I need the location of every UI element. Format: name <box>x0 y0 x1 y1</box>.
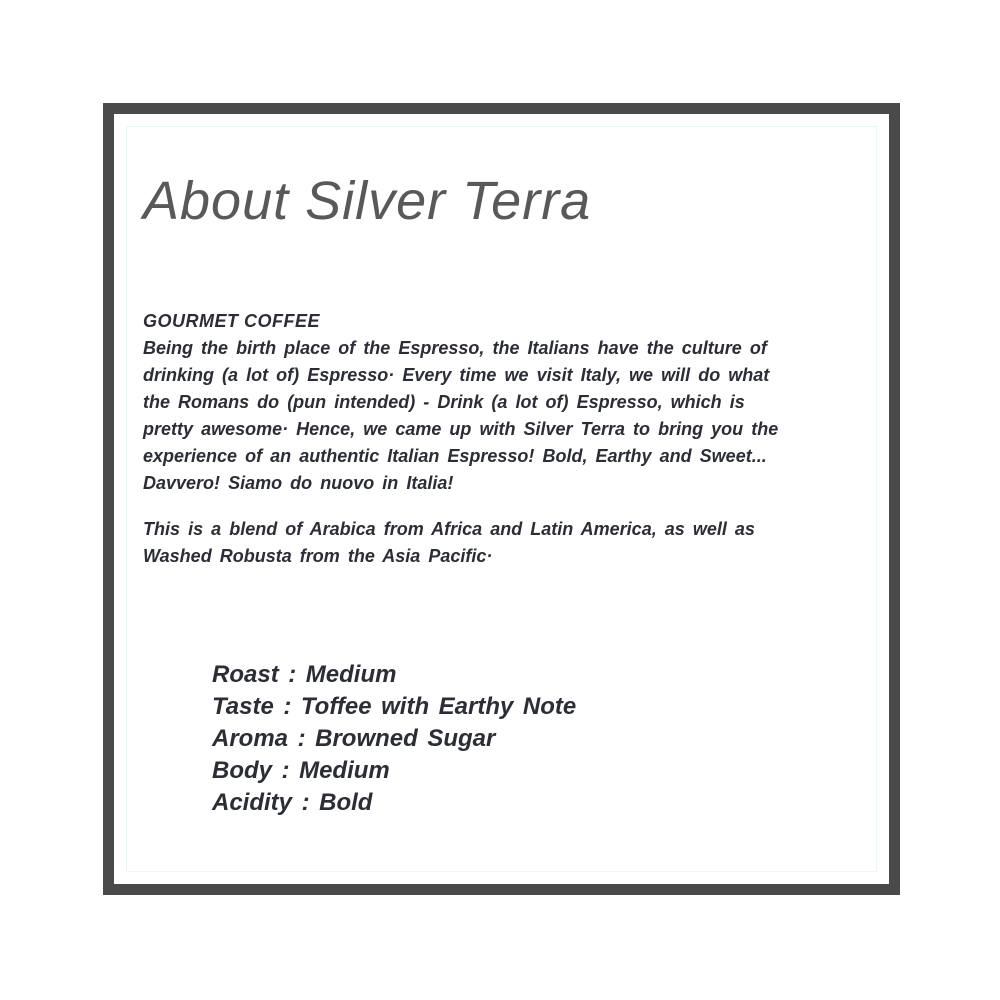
attribute-separator: : <box>273 693 301 720</box>
attribute-separator: : <box>278 661 306 688</box>
paragraph-line: Being the birth place of the Espresso, the Italians have the culture of <box>143 338 767 358</box>
paragraph-blend <box>143 516 891 570</box>
attribute-value: Browned Sugar <box>315 725 496 752</box>
paragraph-line: the Romans do (pun intended) - Drink (a lot of) Espresso, which is <box>143 392 745 412</box>
attribute-row <box>212 755 891 787</box>
attribute-value: Medium <box>305 661 397 688</box>
attribute-label: Acidity <box>212 789 293 816</box>
attributes-list <box>143 659 891 819</box>
attribute-value: Bold <box>319 789 373 816</box>
attribute-value: Medium <box>299 757 390 784</box>
paragraph-line: This is a blend of Arabica from Africa and Latin America, as well as <box>143 519 755 539</box>
attribute-label: Taste <box>212 693 274 720</box>
attribute-value: Toffee with Earthy Note <box>300 693 577 720</box>
paragraph-line: experience of an authentic Italian Espresso! Bold, Earthy and Sweet... <box>143 446 767 466</box>
attribute-row <box>212 659 891 691</box>
paragraph-line: drinking (a lot of) Espresso· Every time we visit Italy, we will do what <box>143 365 770 385</box>
attribute-row <box>212 787 891 819</box>
attribute-label: Roast <box>212 661 279 688</box>
attribute-row <box>212 691 891 723</box>
page-title: About Silver Terra <box>143 171 592 231</box>
attribute-separator: : <box>292 789 320 816</box>
paragraph-intro <box>143 335 891 497</box>
paragraph-line: Washed Robusta from the Asia Pacific· <box>143 546 493 566</box>
attribute-separator: : <box>272 757 300 784</box>
attribute-label: Aroma <box>212 725 289 752</box>
body-text <box>143 308 891 819</box>
attribute-separator: : <box>288 725 316 752</box>
attribute-row <box>212 723 891 755</box>
paragraph-line: Davvero! Siamo do nuovo in Italia! <box>143 473 454 493</box>
paragraph-line: pretty awesome· Hence, we came up with Silver Terra to bring you the <box>143 419 779 439</box>
section-heading: GOURMET COFFEE <box>143 311 320 331</box>
attribute-label: Body <box>212 757 272 784</box>
content-frame <box>103 103 900 895</box>
